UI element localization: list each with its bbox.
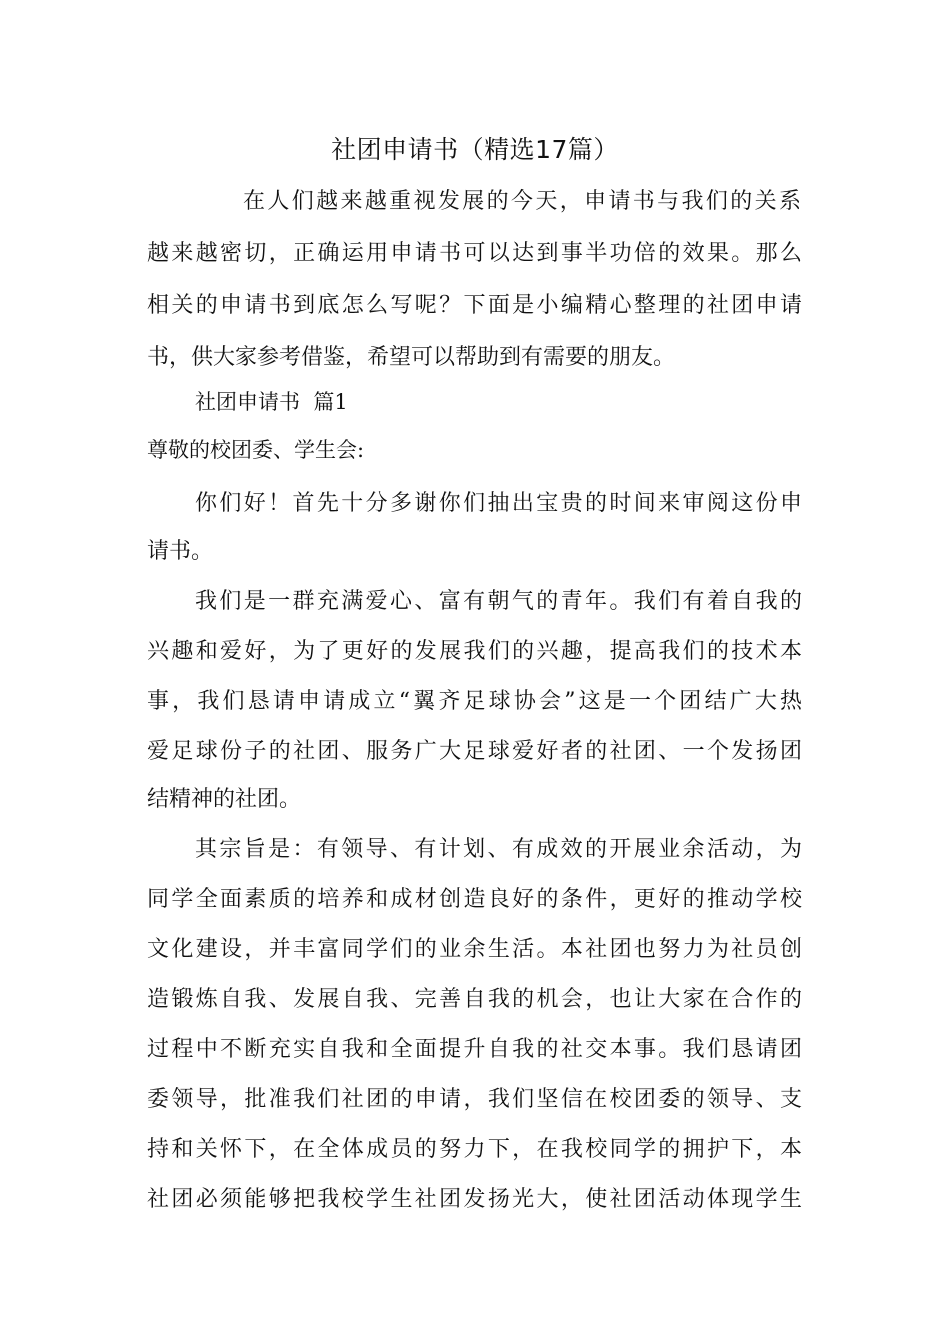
p3-line-7: 持和关怀下，在全体成员的努力下，在我校同学的拥护下，本 [147, 1137, 802, 1162]
intro-line-2: 越来越密切，正确运用申请书可以达到事半功倍的效果。那么 [147, 241, 802, 266]
p3-line-2: 同学全面素质的培养和成材创造良好的条件，更好的推动学校 [147, 887, 802, 912]
p2-line-3: 事，我们恳请申请成立“翼齐足球协会”这是一个团结广大热 [147, 689, 802, 714]
p3-line-6: 委领导，批准我们社团的申请，我们坚信在校团委的领导、支 [147, 1087, 802, 1112]
p2-line-5: 结精神的社团。 [147, 787, 302, 812]
document-title: 社团申请书（精选17篇） [331, 135, 619, 164]
section-heading: 社团申请书 篇1 [195, 390, 348, 414]
p2-line-2: 兴趣和爱好，为了更好的发展我们的兴趣，提高我们的技术本 [147, 639, 802, 664]
intro-line-4: 书，供大家参考借鉴，希望可以帮助到有需要的朋友。 [147, 345, 676, 370]
p3-line-5: 过程中不断充实自我和全面提升自我的社交本事。我们恳请团 [147, 1037, 802, 1062]
p3-line-3: 文化建设，并丰富同学们的业余生活。本社团也努力为社员创 [147, 937, 802, 962]
salutation: 尊敬的校团委、学生会: [147, 438, 365, 462]
p2-line-4: 爱足球份子的社团、服务广大足球爱好者的社团、一个发扬团 [147, 739, 802, 764]
p1-line-1: 你们好！首先十分多谢你们抽出宝贵的时间来审阅这份申 [195, 491, 802, 516]
p3-line-4: 造锻炼自我、发展自我、完善自我的机会，也让大家在合作的 [147, 987, 802, 1012]
p3-line-8: 社团必须能够把我校学生社团发扬光大，使社团活动体现学生 [147, 1187, 802, 1212]
p2-line-1: 我们是一群充满爱心、富有朝气的青年。我们有着自我的 [195, 589, 802, 614]
p3-line-1: 其宗旨是：有领导、有计划、有成效的开展业余活动，为 [195, 837, 802, 862]
p1-line-2: 请书。 [147, 539, 214, 564]
intro-line-3: 相关的申请书到底怎么写呢？下面是小编精心整理的社团申请 [147, 293, 802, 318]
intro-line-1: 在人们越来越重视发展的今天，申请书与我们的关系 [243, 189, 801, 214]
